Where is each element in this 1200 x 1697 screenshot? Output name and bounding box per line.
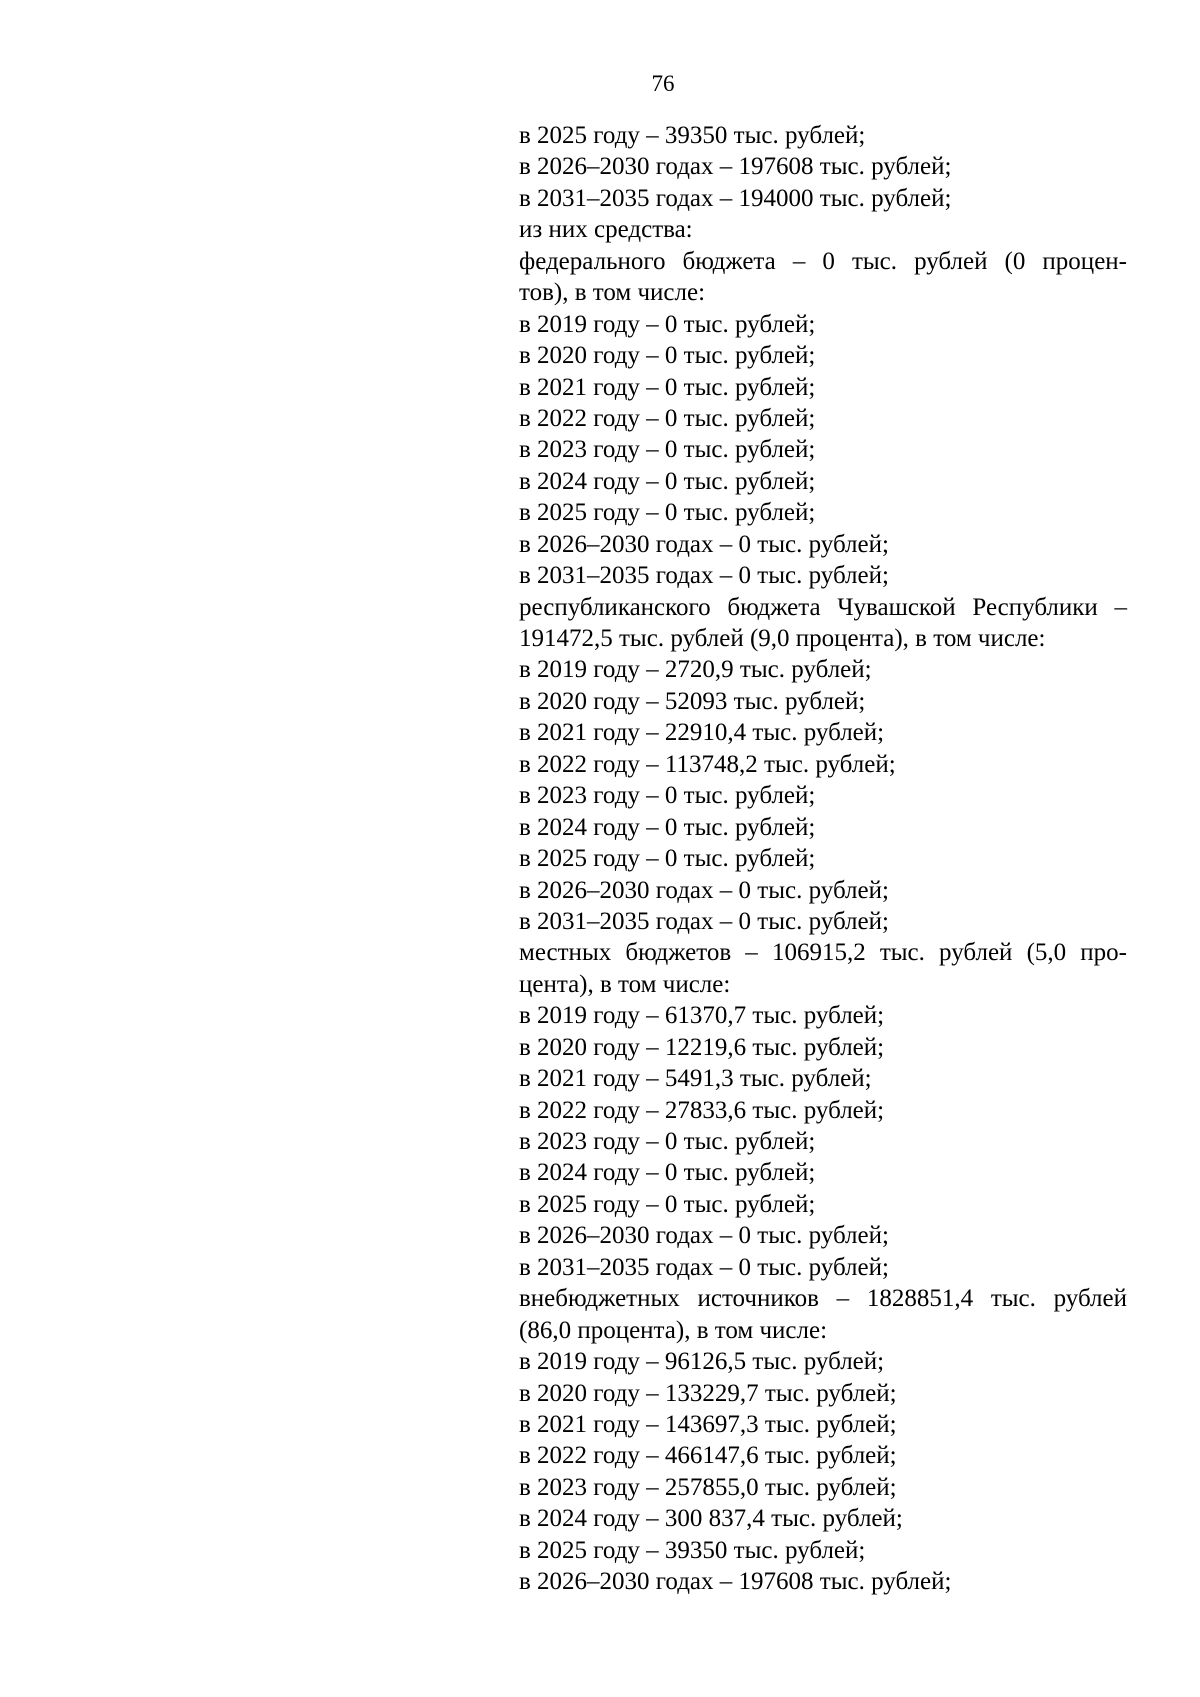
text-line: в 2024 году – 0 тыс. рублей;: [519, 813, 816, 841]
text-line: в 2022 году – 466147,6 тыс. рублей;: [519, 1442, 897, 1470]
text-line: в 2024 году – 0 тыс. рублей;: [519, 467, 816, 495]
text-line: в 2031–2035 годах – 0 тыс. рублей;: [519, 1253, 889, 1281]
text-line: в 2021 году – 5491,3 тыс. рублей;: [519, 1065, 872, 1093]
text-line: 191472,5 тыс. рублей (9,0 процента), в том числе:: [519, 625, 1046, 652]
text-line: в 2020 году – 133229,7 тыс. рублей;: [519, 1379, 897, 1407]
text-line: в 2026–2030 годах – 0 тыс. рублей;: [519, 530, 889, 558]
text-line: в 2019 году – 2720,9 тыс. рублей;: [519, 656, 872, 684]
text-line: в 2023 году – 257855,0 тыс. рублей;: [519, 1473, 897, 1501]
text-line: в 2031–2035 годах – 0 тыс. рублей;: [519, 562, 889, 590]
text-line: в 2019 году – 96126,5 тыс. рублей;: [519, 1348, 885, 1376]
text-line: в 2026–2030 годах – 197608 тыс. рублей;: [519, 1568, 952, 1596]
text-line: в 2022 году – 27833,6 тыс. рублей;: [519, 1096, 885, 1124]
text-line: в 2023 году – 0 тыс. рублей;: [519, 1128, 816, 1155]
document-body: [519, 120, 1127, 1598]
text-line: в 2021 году – 22910,4 тыс. рублей;: [519, 719, 885, 747]
text-line: в 2024 году – 0 тыс. рублей;: [519, 1159, 816, 1187]
text-line: в 2023 году – 0 тыс. рублей;: [519, 436, 816, 464]
text-line: в 2026–2030 годах – 0 тыс. рублей;: [519, 876, 889, 904]
text-line: в 2026–2030 годах – 0 тыс. рублей;: [519, 1222, 889, 1250]
text-line: внебюджетных источников – 1828851,4 тыс. рублей: [519, 1285, 1127, 1313]
text-line: в 2025 году – 0 тыс. рублей;: [519, 499, 816, 527]
text-line: (86,0 процента), в том числе:: [519, 1316, 828, 1344]
text-line: в 2026–2030 годах – 197608 тыс. рублей;: [519, 153, 952, 181]
text-line: в 2019 году – 61370,7 тыс. рублей;: [519, 1002, 885, 1030]
text-line: в 2031–2035 годах – 0 тыс. рублей;: [519, 907, 889, 935]
text-line: в 2024 году – 300 837,4 тыс. рублей;: [519, 1505, 903, 1533]
text-line: тов), в том числе:: [519, 279, 706, 307]
page-number: 76: [651, 71, 675, 96]
text-line: в 2022 году – 0 тыс. рублей;: [519, 404, 816, 432]
text-line: в 2021 году – 143697,3 тыс. рублей;: [519, 1410, 897, 1438]
text-line: местных бюджетов – 106915,2 тыс. рублей (5,0 про-: [519, 939, 1127, 967]
text-line: в 2025 году – 39350 тыс. рублей;: [519, 122, 866, 149]
text-line: республиканского бюджета Чувашской Республики –: [519, 593, 1127, 621]
text-line: в 2019 году – 0 тыс. рублей;: [519, 310, 816, 338]
text-line: в 2025 году – 39350 тыс. рублей;: [519, 1536, 866, 1564]
text-line: в 2020 году – 52093 тыс. рублей;: [519, 687, 866, 715]
text-line: в 2031–2035 годах – 194000 тыс. рублей;: [519, 184, 952, 212]
text-line: в 2025 году – 0 тыс. рублей;: [519, 1190, 816, 1218]
text-line: в 2023 году – 0 тыс. рублей;: [519, 782, 816, 810]
text-line: в 2020 году – 12219,6 тыс. рублей;: [519, 1033, 885, 1061]
text-line: в 2021 году – 0 тыс. рублей;: [519, 373, 816, 401]
text-line: из них средства:: [519, 216, 693, 244]
text-line: в 2020 году – 0 тыс. рублей;: [519, 342, 816, 370]
text-line: в 2022 году – 113748,2 тыс. рублей;: [519, 750, 896, 778]
text-line: в 2025 году – 0 тыс. рублей;: [519, 845, 816, 873]
text-line: цента), в том числе:: [519, 970, 731, 998]
text-line: федерального бюджета – 0 тыс. рублей (0 процен-: [519, 247, 1127, 275]
